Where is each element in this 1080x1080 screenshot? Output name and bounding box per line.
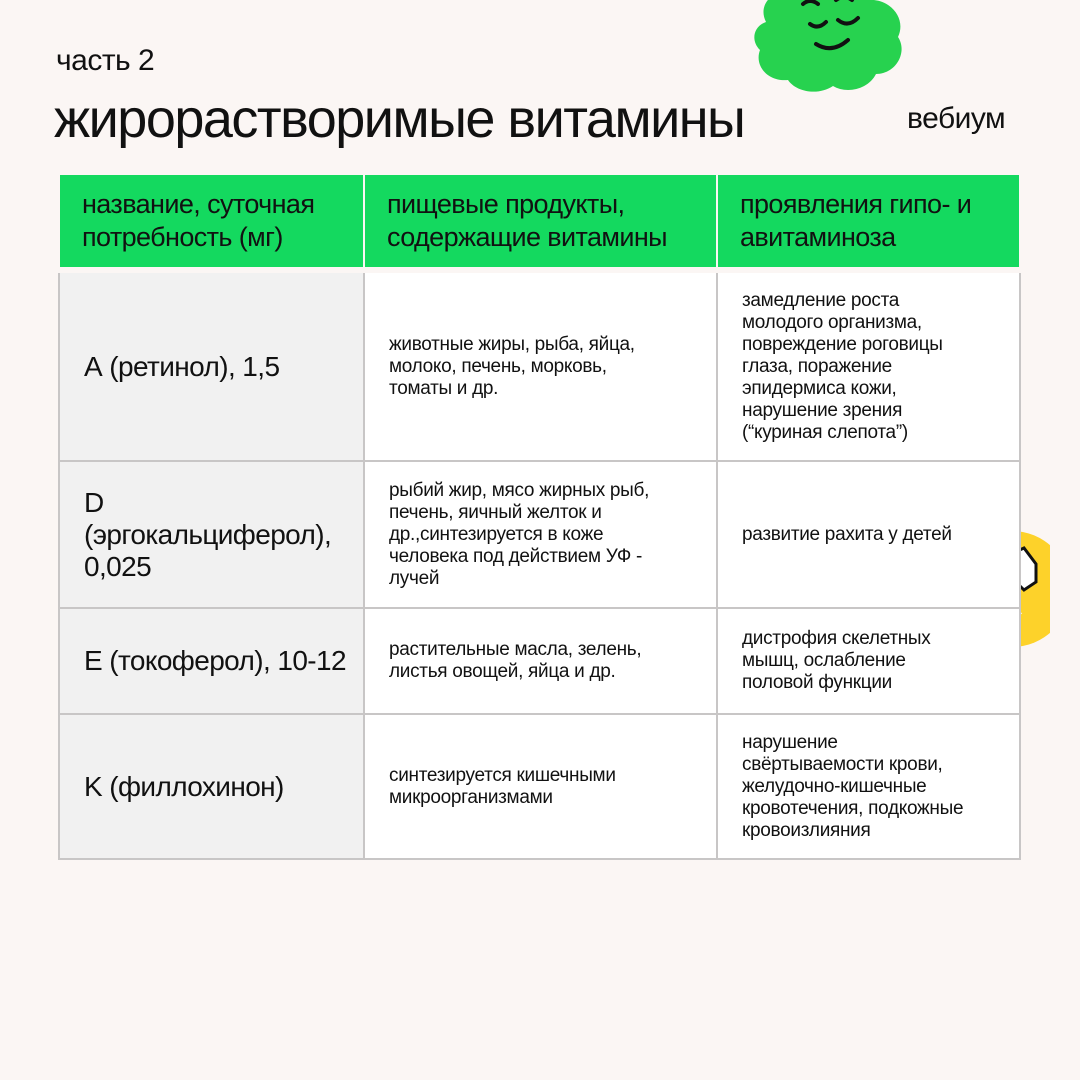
symptoms-cell: развитие рахита у детей bbox=[717, 461, 1020, 608]
foods-cell: животные жиры, рыба, яйца, молоко, печень, морковь, томаты и др. bbox=[364, 270, 717, 461]
table-row bbox=[59, 608, 1020, 714]
table-row bbox=[59, 714, 1020, 859]
foods-cell: синтезируется кишечными микроорганизмами bbox=[364, 714, 717, 859]
symptoms-cell: замедление роста молодого организма, повреждение роговицы глаза, поражение эпидермиса кожи, нарушение зрения (“куриная слепота”) bbox=[717, 270, 1020, 461]
smiling-face-icon bbox=[748, 0, 908, 92]
table-row bbox=[59, 461, 1020, 608]
vitamin-name-cell: E (токоферол), 10-12 bbox=[59, 608, 364, 714]
brand-logo: вебиум bbox=[907, 102, 1006, 135]
table-row bbox=[59, 270, 1020, 461]
foods-cell: рыбий жир, мясо жирных рыб, печень, яичный желток и др.,синтезируется в коже человека под действием УФ - лучей bbox=[364, 461, 717, 608]
page-title: жирорастворимые витамины bbox=[54, 89, 745, 149]
symptoms-cell: нарушение свёртываемости крови, желудочно-кишечные кровотечения, подкожные кровоизлияния bbox=[717, 714, 1020, 859]
vitamins-table bbox=[58, 175, 1021, 860]
symptoms-cell: дистрофия скелетных мышц, ослабление половой функции bbox=[717, 608, 1020, 714]
vitamin-name-cell: D (эргокальциферол), 0,025 bbox=[59, 461, 364, 608]
vitamin-name-cell: K (филлохинон) bbox=[59, 714, 364, 859]
column-header: пищевые продукты, содержащие витамины bbox=[364, 175, 717, 270]
column-header: название, суточная потребность (мг) bbox=[59, 175, 364, 270]
part-label: часть 2 bbox=[56, 44, 155, 77]
column-header: проявления гипо- и авитаминоза bbox=[717, 175, 1020, 270]
table-header-row bbox=[59, 175, 1020, 270]
vitamin-name-cell: А (ретинол), 1,5 bbox=[59, 270, 364, 461]
foods-cell: растительные масла, зелень, листья овощей, яйца и др. bbox=[364, 608, 717, 714]
